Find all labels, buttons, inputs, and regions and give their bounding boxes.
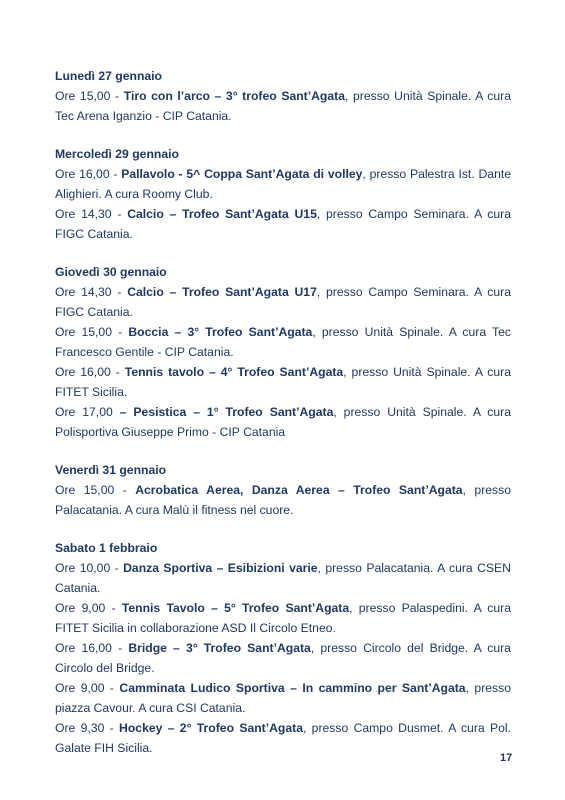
event-name: Tiro con l’arco – 3° trofeo Sant’Agata — [123, 89, 345, 103]
event-name: Boccia – 3° Trofeo Sant’Agata — [128, 325, 313, 339]
day-title: Sabato 1 febbraio — [55, 541, 158, 555]
day-section — [55, 66, 511, 126]
event-name: Acrobatica Aerea, Danza Aerea – Trofeo Sant’Agata — [135, 483, 463, 497]
event-entry: Ore 14,30 - Calcio – Trofeo Sant’Agata U15, presso Campo Seminara. A cura FIGC Catania. — [55, 207, 511, 241]
event-name: Pallavolo - 5^ Coppa Sant’Agata di volley — [121, 167, 363, 181]
event-entry: Ore 16,00 - Tennis tavolo – 4° Trofeo Sant’Agata, presso Unità Spinale. A cura FITET Sicilia. — [55, 365, 511, 399]
event-entry: Ore 16,00 - Bridge – 3° Trofeo Sant’Agata, presso Circolo del Bridge. A cura Circolo del Bridge. — [55, 641, 511, 675]
event-entry: Ore 10,00 - Danza Sportiva – Esibizioni varie, presso Palacatania. A cura CSEN Catania. — [55, 561, 511, 595]
event-name: Calcio – Trofeo Sant’Agata U17 — [127, 285, 317, 299]
day-title: Venerdì 31 gennaio — [55, 463, 167, 477]
event-name: Tennis tavolo – 4° Trofeo Sant’Agata — [124, 365, 344, 379]
event-name: Calcio – Trofeo Sant’Agata U15 — [127, 207, 317, 221]
page-number: 17 — [500, 752, 513, 764]
event-name: Tennis Tavolo – 5° Trofeo Sant’Agata — [121, 601, 350, 615]
day-section — [55, 460, 511, 520]
event-entry: Ore 9,00 - Camminata Ludico Sportiva – In cammino per Sant’Agata, presso piazza Cavour. A cura CSI Catania. — [55, 681, 511, 715]
event-name: Bridge – 3° Trofeo Sant’Agata — [128, 641, 311, 655]
event-entry: Ore 15,00 - Boccia – 3° Trofeo Sant’Agata, presso Unità Spinale. A cura Tec Francesco Gentile - CIP Catania. — [55, 325, 511, 359]
event-entry: Ore 17,00 – Pesistica – 1° Trofeo Sant’Agata, presso Unità Spinale. A cura Polisportiva Giuseppe Primo - CIP Catania — [55, 405, 512, 439]
event-entry: Ore 15,00 - Tiro con l’arco – 3° trofeo Sant’Agata, presso Unità Spinale. A cura Tec Arena Iganzio - CIP Catania. — [55, 89, 511, 123]
day-section — [55, 538, 511, 758]
event-entry: Ore 15,00 - Acrobatica Aerea, Danza Aerea – Trofeo Sant’Agata, presso Palacatania. A cura Malù il fitness nel cuore. — [55, 483, 511, 517]
day-title: Lunedì 27 gennaio — [55, 69, 162, 83]
event-entry: Ore 9,00 - Tennis Tavolo – 5° Trofeo Sant’Agata, presso Palaspedini. A cura FITET Sicilia in collaborazione ASD Il Circolo Etneo. — [55, 601, 512, 635]
event-name: Hockey – 2° Trofeo Sant’Agata — [119, 721, 303, 735]
event-name: Danza Sportiva – Esibizioni varie — [123, 561, 318, 575]
day-title: Mercoledì 29 gennaio — [55, 147, 179, 161]
event-name: Camminata Ludico Sportiva – In cammino per Sant’Agata — [119, 681, 466, 695]
event-entry: Ore 9,30 - Hockey – 2° Trofeo Sant’Agata, presso Campo Dusmet. A cura Pol. Galate FIH Sicilia. — [55, 721, 511, 755]
day-section — [55, 262, 511, 442]
schedule-content — [55, 66, 511, 776]
day-title: Giovedì 30 gennaio — [55, 265, 167, 279]
day-section — [55, 144, 511, 244]
event-entry: Ore 14,30 - Calcio – Trofeo Sant’Agata U17, presso Campo Seminara. A cura FIGC Catania. — [55, 285, 511, 319]
event-entry: Ore 16,00 - Pallavolo - 5^ Coppa Sant’Agata di volley, presso Palestra Ist. Dante Alighieri. A cura Roomy Club. — [55, 167, 512, 201]
event-name: – Pesistica – 1° Trofeo Sant’Agata — [119, 405, 334, 419]
